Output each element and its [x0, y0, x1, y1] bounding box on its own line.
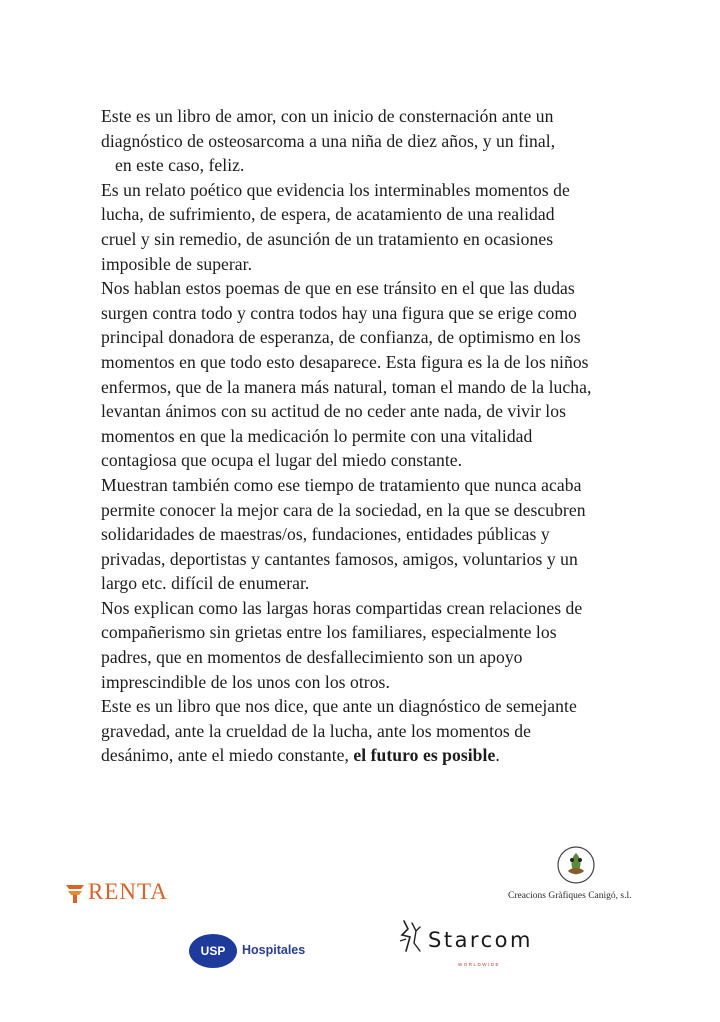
- starcom-figure-icon: [398, 917, 426, 955]
- text-line: en este caso, feliz.: [115, 155, 245, 176]
- text-line: cruel y sin remedio, de asunción de un tratamiento en ocasiones: [101, 228, 554, 249]
- text-line: privadas, deportistas y cantantes famosos, amigos, voluntarios y un: [101, 548, 578, 569]
- text-line: imposible de superar.: [101, 253, 253, 274]
- text-line: momentos en que todo esto desaparece. Esta figura es la de los niños: [101, 351, 589, 372]
- closing-text: desánimo, ante el miedo constante,: [101, 745, 354, 766]
- text-line: permite conocer la mejor cara de la sociedad, en la que se descubren: [101, 499, 586, 520]
- canigo-emblem-icon: [556, 845, 596, 885]
- renta-wordmark: RENTA: [88, 879, 168, 904]
- body-text: [101, 104, 701, 768]
- canigo-caption: Creacions Gràfiques Canigó, s.l.: [508, 891, 632, 901]
- text-line: imprescindible de los unos con los otros.: [101, 671, 390, 692]
- text-line: Este es un libro que nos dice, que ante un diagnóstico de semejante: [101, 696, 577, 717]
- text-line: Muestran también como ese tiempo de tratamiento que nunca acaba: [101, 474, 582, 495]
- usp-label: Hospitales: [242, 943, 306, 957]
- text-line: Nos hablan estos poemas de que en ese tránsito en el que las dudas: [101, 278, 575, 299]
- starcom-tagline: WORLDWIDE: [458, 962, 500, 967]
- text-line: Es un relato poético que evidencia los interminables momentos de: [101, 179, 570, 200]
- starcom-logo: [398, 917, 538, 973]
- usp-mark: USP: [189, 934, 237, 968]
- text-line: lucha, de sufrimiento, de espera, de acatamiento de una realidad: [101, 204, 555, 225]
- text-line: surgen contra todo y contra todos hay una figura que se erige como: [101, 302, 577, 323]
- text-line: diagnóstico de osteosarcoma a una niña de diez años, y un final,: [101, 130, 556, 151]
- text-line: Este es un libro de amor, con un inicio de consternación ante un: [101, 106, 554, 126]
- text-line: largo etc. difícil de enumerar.: [101, 573, 310, 594]
- starcom-wordmark: Starcom: [428, 928, 533, 952]
- canigo-logo: [508, 845, 658, 907]
- text-line: contagiosa que ocupa el lugar del miedo constante.: [101, 450, 463, 471]
- text-line: momentos en que la medicación lo permite con una vitalidad: [101, 425, 533, 446]
- usp-hospitales-logo: [189, 934, 319, 970]
- closing-emphasis: el futuro es posible: [353, 745, 496, 766]
- text-line: Nos explican como las largas horas compartidas crean relaciones de: [101, 597, 583, 618]
- renta-logo: [64, 873, 194, 907]
- text-line: gravedad, ante la crueldad de la lucha, ante los momentos de: [101, 720, 531, 741]
- closing-period: .: [495, 745, 500, 766]
- text-line: enfermos, que de la manera más natural, toman el mando de la lucha,: [101, 376, 592, 397]
- text-line: principal donadora de esperanza, de confianza, de optimismo en los: [101, 327, 581, 348]
- closing-line: [101, 743, 701, 768]
- renta-mark-icon: [64, 882, 86, 904]
- text-line: padres, que en momentos de desfallecimiento son un apoyo: [101, 647, 523, 668]
- text-line: solidaridades de maestras/os, fundaciones, entidades públicas y: [101, 524, 550, 545]
- text-line: levantan ánimos con su actitud de no ceder ante nada, de vivir los: [101, 401, 566, 422]
- text-line: compañerismo sin grietas entre los familiares, especialmente los: [101, 622, 557, 643]
